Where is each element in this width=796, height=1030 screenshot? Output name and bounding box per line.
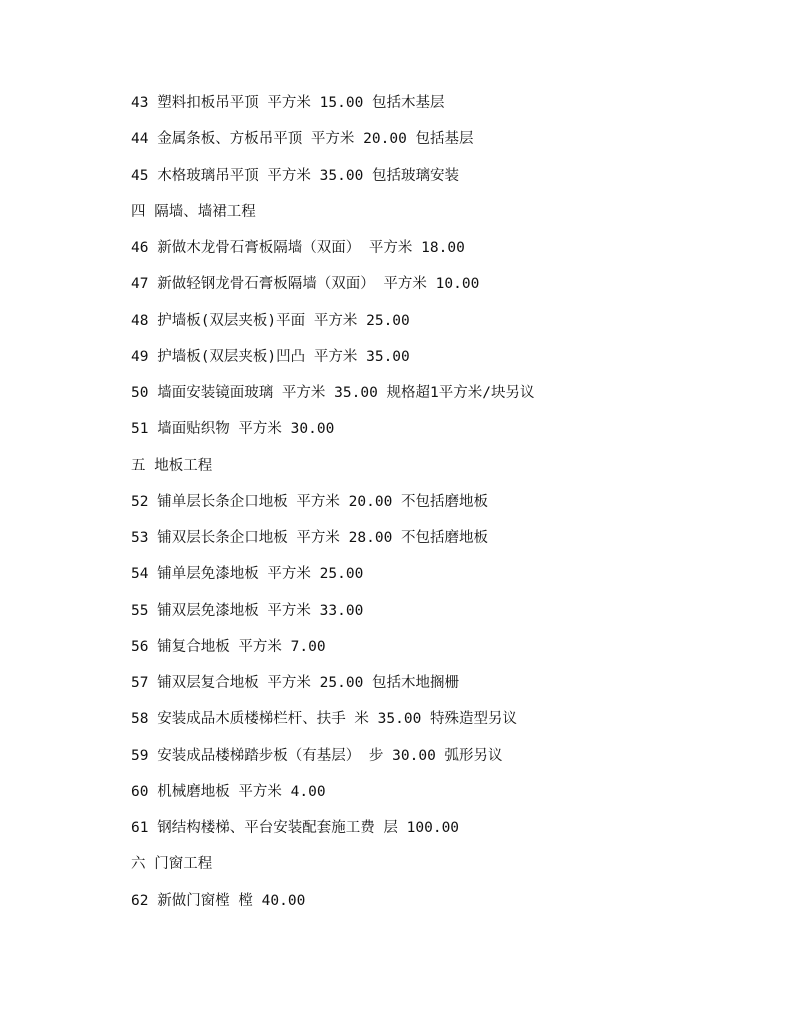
list-item: 49 护墙板(双层夹板)凹凸 平方米 35.00: [131, 348, 410, 365]
list-item: 61 钢结构楼梯、平台安装配套施工费 层 100.00: [131, 820, 460, 836]
list-item: 58 安装成品木质楼梯栏杆、扶手 米 35.00 特殊造型另议: [131, 711, 518, 728]
list-item: 50 墙面安装镜面玻璃 平方米 35.00 规格超1平方米/块另议: [131, 385, 535, 401]
list-item: 59 安装成品楼梯踏步板（有基层） 步 30.00 弧形另议: [131, 747, 503, 764]
section-heading: 六 门窗工程: [131, 856, 213, 873]
list-item: 55 铺双层免漆地板 平方米 33.00: [131, 602, 364, 619]
list-item: 46 新做木龙骨石膏板隔墙（双面） 平方米 18.00: [131, 240, 465, 256]
list-item: 54 铺单层免漆地板 平方米 25.00: [131, 566, 364, 583]
price-list: [131, 92, 535, 926]
list-item: 45 木格玻璃吊平顶 平方米 35.00 包括玻璃安装: [131, 167, 460, 184]
list-item: 62 新做门窗樘 樘 40.00: [131, 892, 306, 909]
list-item: 43 塑料扣板吊平顶 平方米 15.00 包括木基层: [131, 95, 445, 111]
list-item: 60 机械磨地板 平方米 4.00: [131, 783, 326, 800]
section-heading: 五 地板工程: [131, 457, 213, 474]
list-item: 51 墙面贴织物 平方米 30.00: [131, 421, 335, 438]
section-heading: 四 隔墙、墙裙工程: [131, 203, 256, 220]
list-item: 52 铺单层长条企口地板 平方米 20.00 不包括磨地板: [131, 493, 489, 510]
list-item: 56 铺复合地板 平方米 7.00: [131, 638, 326, 655]
list-item: 44 金属条板、方板吊平顶 平方米 20.00 包括基层: [131, 131, 474, 148]
list-item: 53 铺双层长条企口地板 平方米 28.00 不包括磨地板: [131, 530, 489, 546]
list-item: 48 护墙板(双层夹板)平面 平方米 25.00: [131, 312, 410, 329]
list-item: 47 新做轻钢龙骨石膏板隔墙（双面） 平方米 10.00: [131, 276, 480, 293]
list-item: 57 铺双层复合地板 平方米 25.00 包括木地搁栅: [131, 675, 460, 691]
